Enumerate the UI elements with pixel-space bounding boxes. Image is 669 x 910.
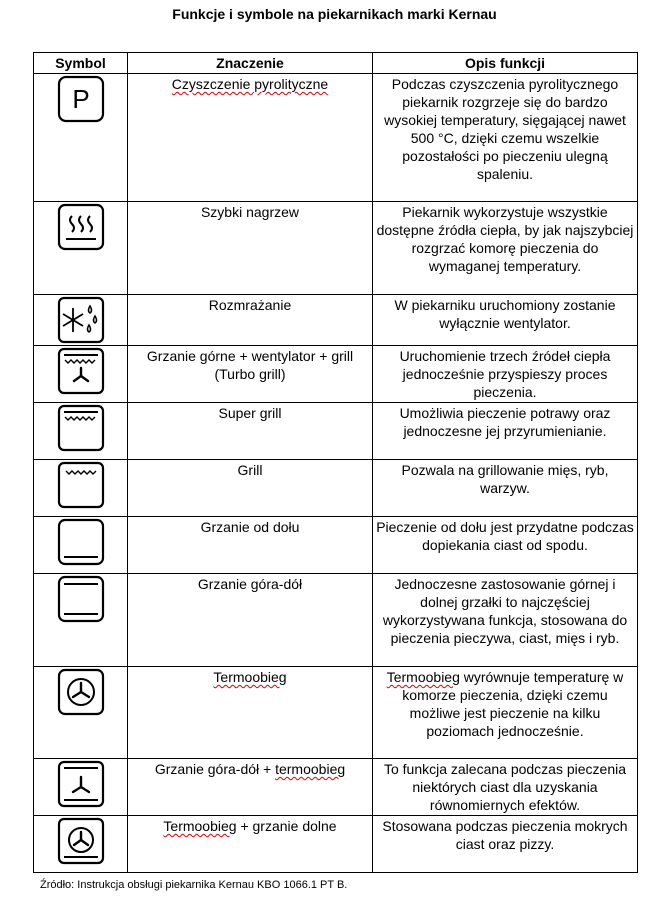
function-description: Stosowana podczas pieczenia mokrych ciast oraz pizzy. [373,816,638,873]
symbol-cell [34,759,128,816]
symbol-cell [34,403,128,460]
function-description: Uruchomienie trzech źródeł ciepła jednocześnie przyspieszy proces pieczenia. [373,346,638,403]
symbol-cell [34,574,128,667]
function-name: Termoobieg + grzanie dolne [128,816,373,873]
function-name: Grzanie od dołu [128,517,373,574]
super-grill-icon [57,404,105,452]
fan-bottom-heat-icon [57,817,105,865]
grill-icon [57,461,105,509]
table-row [34,74,638,202]
bottom-heat-icon [57,518,105,566]
symbol-cell [34,346,128,403]
header-meaning: Znaczenie [128,53,373,74]
table-row [34,346,638,403]
header-symbol: Symbol [34,53,128,74]
source-note: Źródło: Instrukcja obsługi piekarnika Kernau KBO 1066.1 PT B. [40,879,348,891]
symbols-table [33,52,638,873]
function-name: Rozmrażanie [128,295,373,346]
header-description: Opis funkcji [373,53,638,74]
table-row [34,202,638,295]
function-name: Grzanie góra-dół + termoobieg [128,759,373,816]
table-row [34,403,638,460]
defrost-icon [57,296,105,344]
function-description: Jednoczesne zastosowanie górnej i dolnej grzałki to najczęściej wykorzystywana funkcja, stosowana do pieczenia pieczywa, ciast, mięs i ryb. [373,574,638,667]
function-description: Pozwala na grillowanie mięs, ryb, warzyw. [373,460,638,517]
table-row [34,517,638,574]
function-description: Umożliwia pieczenie potrawy oraz jednoczesne jej przyrumienianie. [373,403,638,460]
symbol-cell [34,202,128,295]
top-bottom-heat-icon [57,575,105,623]
function-description: Piekarnik wykorzystuje wszystkie dostępne źródła ciepła, by jak najszybciej rozgrzać komorę pieczenia do wymaganej temperatury. [373,202,638,295]
table-row [34,816,638,873]
function-name: Grill [128,460,373,517]
function-name: Czyszczenie pyrolityczne [128,74,373,202]
symbol-cell [34,74,128,202]
table-row [34,574,638,667]
function-description: Termoobieg wyrównuje temperaturę w komorze pieczenia, dzięki czemu możliwe jest pieczenie na kilku poziomach jednocześnie. [373,667,638,759]
svg-text:P: P [71,84,90,114]
table-row [34,667,638,759]
function-description: Pieczenie od dołu jest przydatne podczas dopiekania ciast od spodu. [373,517,638,574]
pyrolytic-p-icon [57,75,105,123]
symbol-cell [34,517,128,574]
symbol-cell [34,816,128,873]
function-name: Grzanie góra-dół [128,574,373,667]
symbol-cell [34,460,128,517]
function-description: W piekarniku uruchomiony zostanie wyłącznie wentylator. [373,295,638,346]
page-title: Funkcje i symbole na piekarnikach marki Kernau [172,6,497,22]
symbol-cell [34,295,128,346]
rapid-heat-icon [57,203,105,251]
table-row [34,295,638,346]
table-row [34,460,638,517]
turbo-grill-icon [57,347,105,395]
function-name: Super grill [128,403,373,460]
function-description: Podczas czyszczenia pyrolitycznego piekarnik rozgrzeje się do bardzo wysokiej temperatury, sięgającej nawet 500 °C, dzięki czemu wszelkie pozostałości po pieczeniu ulegną spaleniu. [373,74,638,202]
symbol-cell [34,667,128,759]
fan-heat-icon [57,668,105,716]
function-name: Grzanie górne + wentylator + grill (Turbo grill) [128,346,373,403]
table-header-row [34,53,638,74]
function-name: Termoobieg [128,667,373,759]
top-bottom-fan-icon [57,760,105,808]
table-row [34,759,638,816]
function-description: To funkcja zalecana podczas pieczenia niektórych ciast dla uzyskania równomiernych efektów. [373,759,638,816]
function-name: Szybki nagrzew [128,202,373,295]
